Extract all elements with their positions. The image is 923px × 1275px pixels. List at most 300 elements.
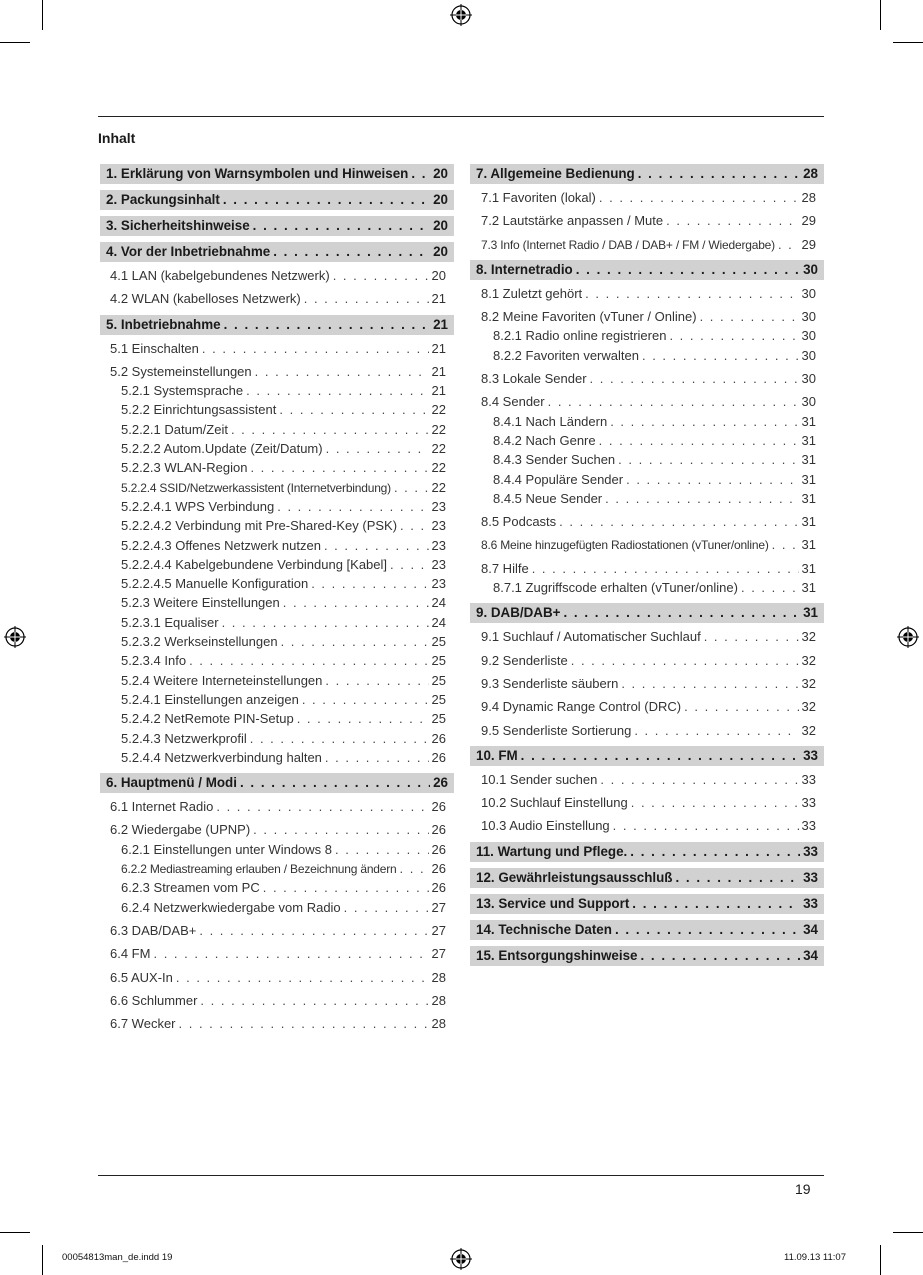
toc-entry-title: 5.2.2.3 WLAN-Region xyxy=(121,460,248,476)
toc-dot-leader xyxy=(576,260,800,280)
toc-section-heading[interactable] xyxy=(100,242,454,262)
toc-page-number: 30 xyxy=(801,285,816,301)
toc-dot-leader xyxy=(642,346,799,365)
toc-dot-leader xyxy=(253,820,428,839)
toc-entry[interactable] xyxy=(470,793,824,812)
toc-dot-leader xyxy=(700,307,799,326)
toc-entry[interactable] xyxy=(470,816,824,835)
toc-dot-leader xyxy=(704,627,799,646)
toc-dot-leader xyxy=(325,671,428,690)
toc-dot-leader xyxy=(778,235,799,254)
toc-page-number: 27 xyxy=(431,899,446,915)
toc-entry-title: 12. Gewährleistungsausschluß xyxy=(476,869,673,885)
toc-dot-leader xyxy=(273,242,430,262)
crop-mark-bottom-right xyxy=(880,1245,881,1275)
toc-dot-leader xyxy=(223,190,430,210)
toc-entry-title: 8.2.1 Radio online registrieren xyxy=(493,328,667,344)
toc-entry[interactable] xyxy=(470,721,824,740)
toc-dot-leader xyxy=(333,266,429,285)
toc-entry-title: 7.2 Lautstärke anpassen / Mute xyxy=(481,213,664,229)
toc-page-number: 28 xyxy=(801,190,816,205)
toc-page-number: 27 xyxy=(431,922,446,938)
toc-section-heading[interactable] xyxy=(470,920,824,940)
toc-page-number: 20 xyxy=(433,218,448,233)
toc-page-number: 30 xyxy=(803,261,818,277)
toc-entry[interactable] xyxy=(100,593,454,612)
toc-section-heading[interactable] xyxy=(470,842,824,862)
toc-entry[interactable] xyxy=(100,968,454,987)
toc-entry-title: 6.3 DAB/DAB+ xyxy=(110,922,197,938)
toc-dot-leader xyxy=(326,439,429,458)
toc-entry-title: 8.7 Hilfe xyxy=(481,560,529,576)
toc-entry[interactable] xyxy=(100,478,454,497)
toc-page-number: 22 xyxy=(431,421,446,437)
toc-page-number: 31 xyxy=(801,413,816,429)
toc-section-heading[interactable] xyxy=(100,190,454,210)
toc-entry-title: 5. Inbetriebnahme xyxy=(106,316,221,332)
toc-entry[interactable] xyxy=(100,439,454,458)
toc-page-number: 23 xyxy=(431,518,446,534)
toc-entry[interactable] xyxy=(100,339,454,358)
toc-dot-leader xyxy=(666,211,798,230)
toc-dot-leader xyxy=(640,946,800,966)
toc-entry-title: 14. Technische Daten xyxy=(476,921,612,937)
toc-section-heading[interactable] xyxy=(470,868,824,888)
toc-entry[interactable] xyxy=(470,470,824,489)
toc-entry-title: 5.2.3.1 Equaliser xyxy=(121,614,219,630)
registration-mark-left-icon xyxy=(4,626,26,648)
toc-dot-leader xyxy=(277,497,428,516)
toc-entry-title: 9.1 Suchlauf / Automatischer Suchlauf xyxy=(481,629,701,645)
toc-entry-title: 6.5 AUX-In xyxy=(110,969,173,985)
toc-entry[interactable] xyxy=(100,516,454,535)
toc-entry[interactable] xyxy=(470,188,824,207)
toc-dot-leader xyxy=(394,478,429,497)
toc-page-number: 30 xyxy=(801,394,816,410)
toc-dot-leader xyxy=(325,748,429,767)
toc-entry-title: 5.2.3 Weitere Einstellungen xyxy=(121,595,280,611)
toc-dot-leader xyxy=(618,450,798,469)
toc-entry[interactable] xyxy=(470,770,824,789)
toc-entry[interactable] xyxy=(470,369,824,388)
toc-page-number: 28 xyxy=(431,969,446,985)
toc-entry-title: 3. Sicherheitshinweise xyxy=(106,218,250,233)
toc-dot-leader xyxy=(335,840,429,859)
toc-entry[interactable] xyxy=(470,235,824,254)
toc-dot-leader xyxy=(179,1014,429,1033)
toc-entry[interactable] xyxy=(100,840,454,859)
toc-entry-title: 10. FM xyxy=(476,747,518,763)
toc-entry-title: 15. Entsorgungshinweise xyxy=(476,947,638,963)
toc-dot-leader xyxy=(231,420,429,439)
toc-entry[interactable] xyxy=(100,458,454,477)
toc-section-heading[interactable] xyxy=(100,216,454,236)
toc-entry-title: 5.2.3.4 Info xyxy=(121,653,187,669)
toc-page-number: 25 xyxy=(431,672,446,688)
toc-dot-leader xyxy=(532,559,799,578)
toc-entry-title: 6.1 Internet Radio xyxy=(110,799,214,815)
toc-entry-title: 9. DAB/DAB+ xyxy=(476,605,561,621)
toc-entry-title: 5.2.1 Systemsprache xyxy=(121,383,244,399)
toc-entry[interactable] xyxy=(470,284,824,303)
toc-section-heading[interactable] xyxy=(470,260,824,280)
toc-entry[interactable] xyxy=(100,797,454,816)
toc-section-heading[interactable] xyxy=(100,773,454,793)
toc-page-number: 28 xyxy=(431,992,446,1008)
toc-page-number: 23 xyxy=(431,576,446,592)
toc-entry-title: 8.4.4 Populäre Sender xyxy=(493,471,624,487)
toc-dot-leader xyxy=(585,284,798,303)
toc-entry[interactable] xyxy=(470,431,824,450)
crop-mark-top-right-h xyxy=(893,42,923,43)
toc-page-number: 32 xyxy=(801,722,816,738)
toc-entry[interactable] xyxy=(100,555,454,574)
toc-entry[interactable] xyxy=(100,729,454,748)
toc-entry[interactable] xyxy=(100,820,454,839)
toc-page-number: 32 xyxy=(801,675,816,691)
toc-entry-title: 6. Hauptmenü / Modi xyxy=(106,775,237,791)
toc-entry[interactable] xyxy=(100,690,454,709)
toc-dot-leader xyxy=(400,859,429,878)
toc-dot-leader xyxy=(302,690,429,709)
toc-entry[interactable] xyxy=(100,420,454,439)
header-rule xyxy=(98,116,824,117)
toc-dot-leader xyxy=(631,793,799,812)
toc-entry-title: 8. Internetradio xyxy=(476,261,573,277)
toc-entry[interactable] xyxy=(100,671,454,690)
toc-entry[interactable] xyxy=(470,651,824,670)
crop-mark-bottom-left xyxy=(42,1245,43,1275)
crop-mark-bottom-right-h xyxy=(893,1232,923,1233)
toc-entry-title: 8.6 Meine hinzugefügten Radiostationen (vTuner/online) xyxy=(481,538,769,553)
toc-entry[interactable] xyxy=(100,878,454,897)
toc-entry[interactable] xyxy=(100,709,454,728)
toc-entry[interactable] xyxy=(100,651,454,670)
toc-entry-title: 5.2.2.4.4 Kabelgebundene Verbindung [Kabel] xyxy=(121,556,388,572)
toc-page-number: 21 xyxy=(431,340,446,356)
toc-page-number: 26 xyxy=(431,822,446,838)
toc-entry[interactable] xyxy=(470,627,824,646)
toc-entry-title: 5.2.2.1 Datum/Zeit xyxy=(121,421,228,437)
toc-page-number: 31 xyxy=(801,471,816,487)
toc-page-number: 25 xyxy=(431,653,446,669)
toc-dot-leader xyxy=(632,894,800,914)
toc-entry[interactable] xyxy=(470,412,824,431)
toc-section-heading[interactable] xyxy=(100,315,454,335)
toc-entry[interactable] xyxy=(470,674,824,693)
toc-entry[interactable] xyxy=(470,392,824,411)
toc-entry-title: 8.5 Podcasts xyxy=(481,514,557,530)
toc-page-number: 25 xyxy=(431,711,446,727)
toc-entry[interactable] xyxy=(100,1014,454,1033)
toc-dot-leader xyxy=(669,326,798,345)
toc-dot-leader xyxy=(548,392,799,411)
toc-page-number: 21 xyxy=(433,316,448,332)
toc-dot-leader xyxy=(153,944,428,963)
toc-dot-leader xyxy=(222,613,429,632)
toc-page-number: 20 xyxy=(433,244,448,259)
toc-entry-title: 10.2 Suchlauf Einstellung xyxy=(481,795,628,811)
toc-dot-leader xyxy=(610,412,798,431)
toc-page-number: 26 xyxy=(431,841,446,857)
toc-page-number: 33 xyxy=(803,869,818,885)
toc-entry-title: 4.2 WLAN (kabelloses Netzwerk) xyxy=(110,291,301,307)
toc-dot-leader xyxy=(390,555,429,574)
toc-entry[interactable] xyxy=(100,400,454,419)
toc-page-number: 31 xyxy=(801,580,816,596)
toc-page-number: 33 xyxy=(801,795,816,811)
toc-entry-title: 1. Erklärung von Warnsymbolen und Hinweisen xyxy=(106,166,409,181)
toc-dot-leader xyxy=(246,381,428,400)
toc-page-number: 26 xyxy=(431,799,446,815)
toc-page-number: 29 xyxy=(801,213,816,229)
toc-page-number: 26 xyxy=(433,775,448,791)
toc-entry[interactable] xyxy=(100,898,454,917)
toc-entry[interactable] xyxy=(470,559,824,578)
toc-dot-leader xyxy=(216,797,428,816)
toc-right-column xyxy=(470,164,824,970)
toc-page-number: 26 xyxy=(431,730,446,746)
toc-entry[interactable] xyxy=(100,536,454,555)
toc-dot-leader xyxy=(684,697,798,716)
toc-entry-title: 7.3 Info (Internet Radio / DAB / DAB+ / FM / Wiedergabe) xyxy=(481,237,775,252)
toc-entry-title: 9.2 Senderliste xyxy=(481,652,568,668)
toc-dot-leader xyxy=(324,536,429,555)
toc-section-heading[interactable] xyxy=(470,603,824,623)
toc-dot-leader xyxy=(772,535,799,554)
toc-entry-title: 5.2.2.4.5 Manuelle Konfiguration xyxy=(121,576,309,592)
toc-dot-leader xyxy=(626,470,798,489)
toc-entry-title: 8.4.3 Sender Suchen xyxy=(493,452,616,468)
toc-entry[interactable] xyxy=(100,632,454,651)
toc-section-heading[interactable] xyxy=(100,164,454,184)
toc-page-number: 25 xyxy=(431,634,446,650)
toc-entry[interactable] xyxy=(100,921,454,940)
toc-entry[interactable] xyxy=(470,450,824,469)
footer-rule xyxy=(98,1175,824,1176)
toc-dot-leader xyxy=(675,868,800,888)
toc-dot-leader xyxy=(634,721,798,740)
toc-dot-leader xyxy=(599,431,799,450)
toc-section-heading[interactable] xyxy=(470,894,824,914)
toc-entry[interactable] xyxy=(100,859,454,878)
toc-page-number: 31 xyxy=(801,514,816,530)
toc-page-number: 33 xyxy=(803,747,818,763)
toc-page-number: 20 xyxy=(431,268,446,283)
toc-dot-leader xyxy=(605,489,798,508)
toc-page-number: 31 xyxy=(801,490,816,506)
toc-entry-title: 6.7 Wecker xyxy=(110,1016,176,1032)
toc-page-number: 31 xyxy=(803,605,818,621)
toc-entry-title: 5.2.4.1 Einstellungen anzeigen xyxy=(121,691,299,707)
toc-page-number: 31 xyxy=(801,452,816,468)
toc-entry-title: 9.4 Dynamic Range Control (DRC) xyxy=(481,699,682,715)
toc-entry-title: 8.1 Zuletzt gehört xyxy=(481,285,583,301)
toc-section-heading[interactable] xyxy=(470,164,824,184)
crop-mark-top-right xyxy=(880,0,881,30)
toc-entry[interactable] xyxy=(100,266,454,285)
toc-dot-leader xyxy=(563,603,800,623)
crop-mark-top-left-h xyxy=(0,42,30,43)
toc-entry-title: 5.2.2.4.1 WPS Verbindung xyxy=(121,498,275,514)
toc-dot-leader xyxy=(200,991,428,1010)
toc-page-number: 24 xyxy=(431,595,446,611)
toc-entry-title: 2. Packungsinhalt xyxy=(106,192,220,207)
toc-entry-title: 6.2.2 Mediastreaming erlauben / Bezeichnung ändern xyxy=(121,862,397,877)
toc-entry-title: 13. Service und Support xyxy=(476,895,630,911)
toc-entry-title: 5.2.2.2 Autom.Update (Zeit/Datum) xyxy=(121,441,323,457)
crop-mark-bottom-left-h xyxy=(0,1232,30,1233)
toc-page-number: 29 xyxy=(801,236,816,252)
toc-page-number: 32 xyxy=(801,629,816,645)
toc-page-number: 33 xyxy=(801,818,816,834)
toc-dot-leader xyxy=(199,921,428,940)
toc-page-number: 30 xyxy=(801,371,816,387)
toc-entry[interactable] xyxy=(470,535,824,554)
toc-page-number: 23 xyxy=(431,498,446,514)
registration-mark-bottom-icon xyxy=(450,1248,472,1270)
toc-entry[interactable] xyxy=(470,489,824,508)
toc-dot-leader xyxy=(189,651,428,670)
toc-entry-title: 9.3 Senderliste säubern xyxy=(481,675,619,691)
toc-page-number: 23 xyxy=(431,556,446,572)
toc-entry-title: 10.1 Sender suchen xyxy=(481,771,598,787)
toc-page-number: 28 xyxy=(431,1016,446,1032)
toc-page-number: 20 xyxy=(433,166,448,181)
toc-entry-title: 5.2.4 Weitere Interneteinstellungen xyxy=(121,672,323,688)
toc-dot-leader xyxy=(255,362,429,381)
toc-entry-title: 5.2 Systemeinstellungen xyxy=(110,363,252,379)
toc-left-column xyxy=(100,164,454,1033)
toc-entry[interactable] xyxy=(470,346,824,365)
toc-page-number: 30 xyxy=(801,347,816,363)
toc-dot-leader xyxy=(571,651,799,670)
toc-entry-title: 8.7.1 Zugriffscode erhalten (vTuner/online) xyxy=(493,580,738,596)
toc-dot-leader xyxy=(599,188,799,207)
toc-entry-title: 8.2 Meine Favoriten (vTuner / Online) xyxy=(481,309,697,325)
toc-entry[interactable] xyxy=(100,748,454,767)
toc-entry-title: 8.4.1 Nach Ländern xyxy=(493,413,608,429)
toc-entry[interactable] xyxy=(470,211,824,230)
toc-section-heading[interactable] xyxy=(470,946,824,966)
toc-page-number: 32 xyxy=(801,652,816,668)
toc-page-number: 27 xyxy=(431,946,446,962)
toc-entry-title: 4. Vor der Inbetriebnahme xyxy=(106,244,271,259)
toc-entry[interactable] xyxy=(100,613,454,632)
toc-entry-title: 6.2.4 Netzwerkwiedergabe vom Radio xyxy=(121,899,341,915)
toc-entry[interactable] xyxy=(100,362,454,381)
toc-entry-title: 5.2.4.3 Netzwerkprofil xyxy=(121,730,247,746)
toc-page-number: 21 xyxy=(431,383,446,399)
toc-entry-title: 6.6 Schlummer xyxy=(110,992,198,1008)
toc-entry[interactable] xyxy=(100,574,454,593)
toc-entry[interactable] xyxy=(100,991,454,1010)
toc-entry-title: 5.2.2.4 SSID/Netzwerkassistent (Internetverbindung) xyxy=(121,480,391,495)
toc-dot-leader xyxy=(630,842,800,862)
slug-file: 00054813man_de.indd 19 xyxy=(62,1252,173,1263)
toc-dot-leader xyxy=(202,339,429,358)
toc-page-number: 23 xyxy=(431,537,446,553)
toc-dot-leader xyxy=(400,516,428,535)
toc-page-number: 33 xyxy=(801,771,816,787)
toc-entry-title: 6.2 Wiedergabe (UPNP) xyxy=(110,822,251,838)
toc-entry[interactable] xyxy=(470,307,824,326)
slug-date: 11.09.13 11:07 xyxy=(784,1252,846,1263)
toc-page-number: 31 xyxy=(801,537,816,553)
toc-dot-leader xyxy=(297,709,429,728)
toc-page-number: 33 xyxy=(803,895,818,911)
toc-page-number: 34 xyxy=(803,947,818,963)
toc-page-number: 33 xyxy=(803,843,818,859)
toc-page-number: 26 xyxy=(431,880,446,896)
toc-dot-leader xyxy=(344,898,429,917)
toc-entry-title: 5.2.4.2 NetRemote PIN-Setup xyxy=(121,711,294,727)
toc-entry[interactable] xyxy=(470,578,824,597)
toc-page-number: 28 xyxy=(803,166,818,181)
toc-section-heading[interactable] xyxy=(470,746,824,766)
toc-entry-title: 9.5 Senderliste Sortierung xyxy=(481,722,632,738)
toc-entry-title: 6.4 FM xyxy=(110,946,151,962)
toc-entry-title: 5.2.3.2 Werkseinstellungen xyxy=(121,634,278,650)
toc-entry-title: 5.2.2.4.2 Verbindung mit Pre-Shared-Key (PSK) xyxy=(121,518,398,534)
toc-entry[interactable] xyxy=(100,944,454,963)
toc-entry[interactable] xyxy=(100,381,454,400)
toc-dot-leader xyxy=(311,574,428,593)
toc-dot-leader xyxy=(521,746,800,766)
toc-page-number: 31 xyxy=(801,432,816,448)
toc-entry-title: 11. Wartung und Pflege. xyxy=(476,843,628,859)
toc-entry-title: 8.4.5 Neue Sender xyxy=(493,490,603,506)
toc-entry-title: 5.2.2.4.3 Offenes Netzwerk nutzen xyxy=(121,537,321,553)
toc-page-number: 30 xyxy=(801,309,816,325)
toc-entry-title: 8.4 Sender xyxy=(481,394,545,410)
toc-dot-leader xyxy=(638,164,800,184)
toc-page-number: 22 xyxy=(431,460,446,476)
toc-dot-leader xyxy=(283,593,429,612)
toc-page-number: 30 xyxy=(801,328,816,344)
page-number: 19 xyxy=(795,1181,811,1197)
toc-dot-leader xyxy=(621,674,798,693)
toc-page-number: 25 xyxy=(431,691,446,707)
toc-entry-title: 7. Allgemeine Bedienung xyxy=(476,166,635,181)
toc-dot-leader xyxy=(615,920,800,940)
toc-entry-title: 10.3 Audio Einstellung xyxy=(481,818,610,834)
toc-entry[interactable] xyxy=(470,326,824,345)
toc-entry[interactable] xyxy=(470,512,824,531)
toc-page-number: 20 xyxy=(433,192,448,207)
toc-entry-title: 6.2.3 Streamen vom PC xyxy=(121,880,260,896)
toc-entry-title: 4.1 LAN (kabelgebundenes Netzwerk) xyxy=(110,268,330,283)
toc-page-number: 21 xyxy=(431,363,446,379)
page-title: Inhalt xyxy=(98,130,136,146)
toc-dot-leader xyxy=(250,458,428,477)
toc-page-number: 26 xyxy=(431,749,446,765)
toc-entry[interactable] xyxy=(470,697,824,716)
toc-page-number: 22 xyxy=(431,479,446,495)
toc-page-number: 21 xyxy=(431,291,446,307)
toc-dot-leader xyxy=(176,968,429,987)
toc-entry[interactable] xyxy=(100,289,454,308)
toc-page-number: 26 xyxy=(431,861,446,877)
toc-dot-leader xyxy=(304,289,429,308)
registration-mark-right-icon xyxy=(897,626,919,648)
toc-dot-leader xyxy=(279,400,428,419)
toc-entry-title: 8.4.2 Nach Genre xyxy=(493,432,596,448)
toc-entry[interactable] xyxy=(100,497,454,516)
toc-entry-title: 5.2.2 Einrichtungsassistent xyxy=(121,402,277,418)
toc-page-number: 31 xyxy=(801,560,816,576)
toc-page-number: 22 xyxy=(431,441,446,457)
